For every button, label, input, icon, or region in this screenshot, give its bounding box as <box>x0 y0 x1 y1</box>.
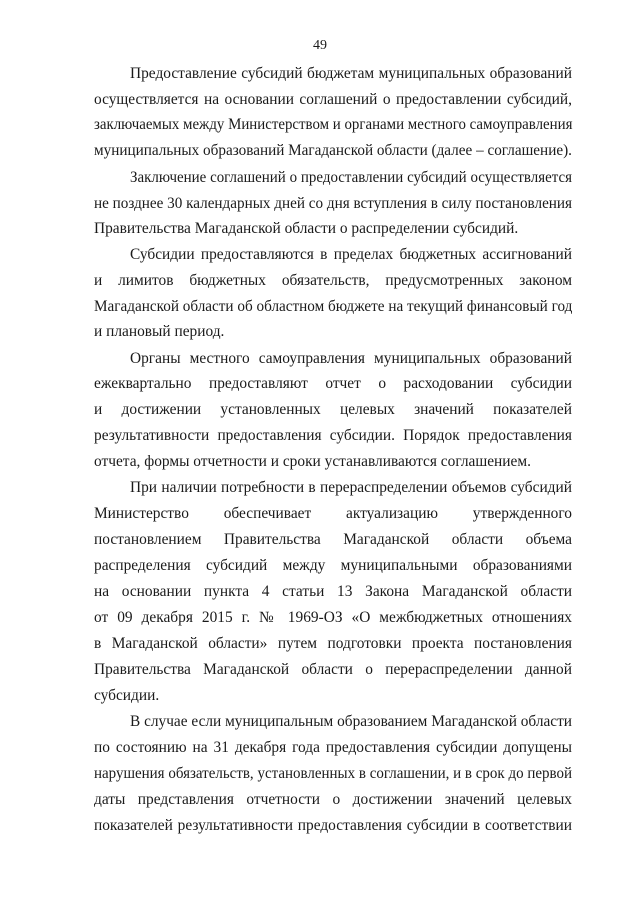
text-line: даты представления отчетности о достижении значений целевых <box>94 791 572 808</box>
text-line: субсидии. <box>94 687 160 704</box>
text-line: Заключение соглашений о предоставлении субсидий осуществляется <box>130 169 572 186</box>
text-line: Правительства Магаданской области о распределении субсидий. <box>94 220 519 237</box>
text-line: ежеквартально предоставляют отчет о расходовании субсидии <box>94 375 572 392</box>
text-line: осуществляется на основании соглашений о предоставлении субсидий, <box>94 91 572 108</box>
text-line: распределения субсидий между муниципальными образованиями <box>94 557 572 574</box>
text-line: и достижении установленных целевых значений показателей <box>94 401 572 418</box>
page-number: 49 <box>313 38 327 53</box>
text-line: отчета, формы отчетности и сроки устанавливаются соглашением. <box>94 453 531 470</box>
text-line: и лимитов бюджетных обязательств, предусмотренных законом <box>94 272 572 289</box>
text-line: муниципальных образований Магаданской области (далее – соглашение). <box>94 142 572 159</box>
text-line: Предоставление субсидий бюджетам муниципальных образований <box>130 65 572 82</box>
text-line: не позднее 30 календарных дней со дня вступления в силу постановления <box>94 195 573 212</box>
text-line: заключаемых между Министерством и органами местного самоуправления <box>94 116 573 133</box>
text-line: нарушения обязательств, установленных в соглашении, и в срок до первой <box>94 765 572 782</box>
text-line: от 09 декабря 2015 г. № 1969-ОЗ «О межбюджетных отношениях <box>94 609 572 626</box>
text-line: При наличии потребности в перераспределении объемов субсидий <box>130 479 572 496</box>
text-line: Органы местного самоуправления муниципальных образований <box>130 350 572 367</box>
text-line: Магаданской области об областном бюджете на текущий финансовый год <box>94 298 573 315</box>
text-line: на основании пункта 4 статьи 13 Закона Магаданской области <box>94 583 572 600</box>
text-line: по состоянию на 31 декабря года предоставления субсидии допущены <box>94 739 572 756</box>
text-line: Правительства Магаданской области о перераспределении данной <box>94 661 572 678</box>
text-line: результативности предоставления субсидии. Порядок предоставления <box>94 427 572 444</box>
text-line: Субсидии предоставляются в пределах бюджетных ассигнований <box>130 246 572 263</box>
text-line: Министерство обеспечивает актуализацию утвержденного <box>94 505 572 522</box>
text-line: В случае если муниципальным образованием Магаданской области <box>130 713 573 730</box>
text-line: постановлением Правительства Магаданской области объема <box>94 531 572 548</box>
text-line: в Магаданской области» путем подготовки проекта постановления <box>94 635 572 652</box>
text-line: показателей результативности предоставления субсидии в соответствии <box>94 817 572 834</box>
text-line: и плановый период. <box>94 323 225 340</box>
